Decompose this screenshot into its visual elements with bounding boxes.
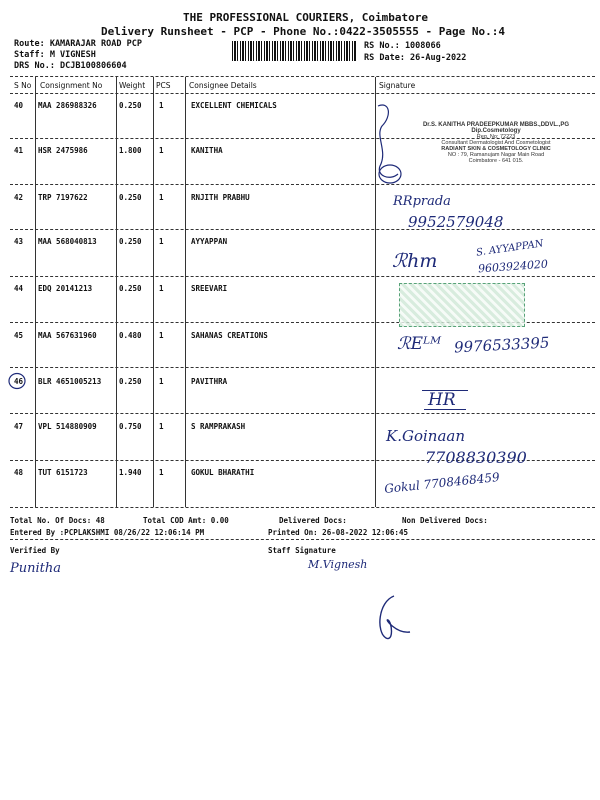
row-consignment: TRP 7197622 (38, 193, 88, 202)
handwritten-phone: 7708830390 (425, 448, 527, 467)
col-consignment: Consignment No (40, 81, 103, 90)
col-pcs: PCS (156, 81, 171, 90)
handwritten-signature: Gokul 7708468459 (383, 469, 501, 497)
verified-signature: Punitha (10, 561, 61, 576)
col-divider (116, 77, 117, 507)
row-sno: 42 (14, 193, 24, 202)
stamp-line: Coimbatore - 641 015. (468, 158, 524, 164)
handwritten-phone: 9603924020 (477, 257, 549, 276)
row-weight: 0.250 (119, 193, 142, 202)
verified-by-label: Verified By (10, 546, 60, 555)
row-consignee: S RAMPRAKASH (191, 422, 246, 431)
entered-by: Entered By :PCPLAKSHMI 08/26/22 12:06:14 PM (10, 528, 205, 537)
row-rule (10, 367, 595, 368)
table-bottom-rule (10, 507, 595, 508)
route-label: Route: KAMARAJAR ROAD PCP (14, 39, 142, 49)
row-weight: 0.250 (119, 377, 142, 386)
row-consignee: PAVITHRA (191, 377, 228, 386)
signature-circle (376, 162, 406, 186)
col-signature: Signature (379, 81, 416, 90)
courier-title: THE PROFESSIONAL COURIERS, Coimbatore (183, 11, 429, 24)
handwritten-phone: 9952579048 (408, 213, 504, 231)
row-weight: 0.750 (119, 422, 142, 431)
printed-on: Printed On: 26-08-2022 12:06:45 (268, 528, 408, 537)
rs-date: RS Date: 26-Aug-2022 (364, 53, 467, 63)
handwritten-signature: ℛhm (392, 250, 438, 272)
col-divider (153, 77, 154, 507)
row-weight: 0.250 (119, 237, 142, 246)
col-sno: S No (14, 81, 32, 90)
table-top-rule (10, 76, 595, 77)
handwritten-name: S. AYYAPPAN (475, 238, 545, 259)
col-consignee: Consignee Details (189, 81, 257, 90)
staff-signature-label: Staff Signature (268, 546, 336, 555)
row-consignee: GOKUL BHARATHI (191, 468, 255, 477)
row-sno: 43 (14, 237, 24, 246)
row-consignee: EXCELLENT CHEMICALS (191, 101, 277, 110)
row-weight: 0.250 (119, 101, 142, 110)
row-sno: 40 (14, 101, 24, 110)
row-sno: 47 (14, 422, 24, 431)
row-consignee: KANITHA (191, 146, 223, 155)
handwritten-phone: 9976533395 (453, 333, 550, 357)
row-sno: 41 (14, 146, 24, 155)
row-pcs: 1 (159, 422, 164, 431)
row-consignment: MAA 567631960 (38, 331, 97, 340)
row-sno: 45 (14, 331, 24, 340)
row-pcs: 1 (159, 331, 164, 340)
stamp-line: Reg. No: 72223 (476, 134, 516, 140)
stamp-line: RADIANT SKIN & COSMETOLOGY CLINIC (441, 146, 551, 152)
total-docs: Total No. Of Docs: 48 (10, 516, 105, 525)
runsheet-subtitle: Delivery Runsheet - PCP - Phone No.:0422-3505555 - Page No.:4 (101, 25, 505, 38)
drs-label: DRS No.: DCJB100806604 (14, 61, 127, 71)
stamp-line: NO : 79, Ramanujam Nagar Main Road (447, 152, 545, 158)
row-consignee: SAHANAS CREATIONS (191, 331, 268, 340)
row-consignment: TUT 6151723 (38, 468, 88, 477)
handwritten-signature: K.Goinaan (386, 427, 465, 445)
row-rule (10, 276, 595, 277)
row-pcs: 1 (159, 237, 164, 246)
col-divider (35, 77, 36, 507)
clinic-stamp (398, 122, 594, 164)
row-rule (10, 413, 595, 414)
handwritten-signature: RRprada (393, 194, 451, 209)
row-consignee: AYYAPPAN (191, 237, 228, 246)
row-pcs: 1 (159, 377, 164, 386)
row-consignment: MAA 568040813 (38, 237, 97, 246)
green-stamp (399, 283, 525, 327)
handwritten-signature: ℛEᴸᴹ (397, 334, 442, 354)
col-divider (185, 77, 186, 507)
row-consignment: EDQ 20141213 (38, 284, 93, 293)
row-pcs: 1 (159, 284, 164, 293)
signature-stroke (422, 390, 468, 391)
row-consignment: VPL 514880909 (38, 422, 97, 431)
handwritten-signature: HR (428, 390, 456, 410)
rs-number: RS No.: 1008066 (364, 41, 441, 51)
row-sno: 44 (14, 284, 24, 293)
row-weight: 1.940 (119, 468, 142, 477)
row-sno: 46 (14, 377, 24, 386)
row-consignment: MAA 286988326 (38, 101, 97, 110)
stamp-line: Dr.S. KANITHA PRADEEPKUMAR MBBS.,DDVL.,PG Dip.Cosmetology (422, 122, 570, 134)
row-consignee: SREEVARI (191, 284, 228, 293)
row-pcs: 1 (159, 101, 164, 110)
row-pcs: 1 (159, 468, 164, 477)
sno-circle-mark (8, 372, 26, 390)
header-rule (10, 93, 595, 94)
row-pcs: 1 (159, 193, 164, 202)
staff-signature: M.Vignesh (308, 558, 368, 571)
total-cod: Total COD Amt: 0.00 (143, 516, 229, 525)
row-consignment: HSR 2475986 (38, 146, 88, 155)
row-consignee: RNJITH PRABHU (191, 193, 250, 202)
stamp-line: Consultant Dermatologist And Cosmetologist (441, 140, 551, 146)
signature-stroke (424, 409, 466, 410)
row-rule (10, 184, 595, 185)
non-delivered-docs: Non Delivered Docs: (402, 516, 488, 525)
delivered-docs: Delivered Docs: (279, 516, 347, 525)
row-pcs: 1 (159, 146, 164, 155)
row-rule (10, 229, 595, 230)
initials-signature (372, 592, 420, 644)
row-consignment: BLR 4651005213 (38, 377, 102, 386)
footer-rule (10, 539, 595, 540)
row-weight: 1.800 (119, 146, 142, 155)
row-weight: 0.480 (119, 331, 142, 340)
col-weight: Weight (119, 81, 146, 90)
row-weight: 0.250 (119, 284, 142, 293)
staff-label: Staff: M VIGNESH (14, 50, 96, 60)
row-sno: 48 (14, 468, 24, 477)
barcode (232, 41, 356, 61)
